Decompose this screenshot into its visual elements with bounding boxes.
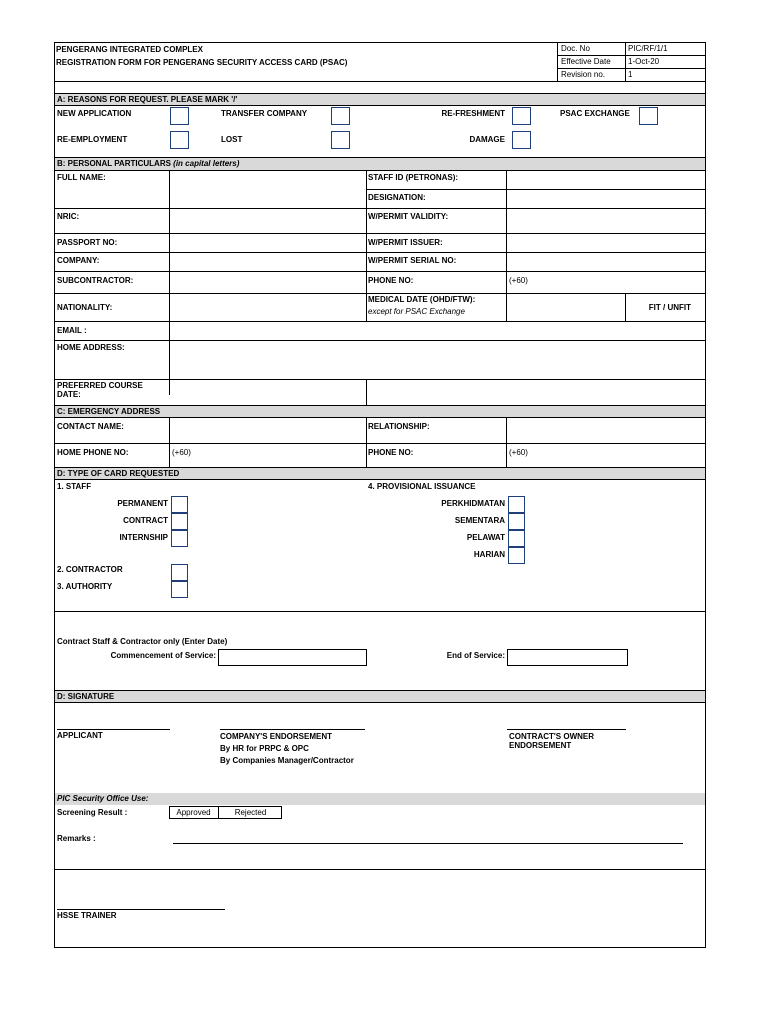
passport-label: PASSPORT NO:: [57, 238, 118, 247]
contract-checkbox[interactable]: [171, 513, 188, 530]
new-application-label: NEW APPLICATION: [57, 109, 132, 118]
damage-checkbox[interactable]: [512, 131, 531, 149]
applicant-signature-field[interactable]: [57, 708, 170, 729]
hsse-trainer-signature-field[interactable]: [57, 883, 225, 909]
company-endorsement-signature-field[interactable]: [220, 708, 365, 729]
passport-field[interactable]: [170, 234, 366, 252]
relationship-field[interactable]: [507, 418, 705, 443]
subcontractor-field[interactable]: [170, 272, 366, 293]
contract-label: CONTRACT: [123, 516, 168, 525]
preferred-course-label: PREFERRED COURSE DATE:: [57, 381, 143, 400]
contract-note: Contract Staff & Contractor only (Enter Date): [57, 637, 228, 646]
contact-name-field[interactable]: [170, 418, 366, 443]
internship-label: INTERNSHIP: [119, 533, 168, 542]
authority-label: 3. AUTHORITY: [57, 582, 113, 591]
by-hr-label: By HR for PRPC & OPC: [220, 744, 309, 753]
transfer-company-checkbox[interactable]: [331, 107, 350, 125]
registration-form: [54, 42, 706, 948]
company-field[interactable]: [170, 253, 366, 271]
effective-date-value: 1-Oct-20: [628, 57, 660, 66]
org-name: PENGERANG INTEGRATED COMPLEX: [56, 45, 203, 54]
medical-date-field[interactable]: [507, 294, 625, 321]
re-employment-checkbox[interactable]: [170, 131, 189, 149]
permit-issuer-field[interactable]: [507, 234, 705, 252]
section-a-title: A: REASONS FOR REQUEST. PLEASE MARK '/': [57, 95, 238, 104]
approved-option[interactable]: Approved: [176, 808, 211, 817]
permit-serial-field[interactable]: [507, 253, 705, 271]
internship-checkbox[interactable]: [171, 530, 188, 547]
office-use-title: PIC Security Office Use:: [57, 794, 149, 803]
applicant-label: APPLICANT: [57, 731, 103, 740]
phone-prefix: (+60): [509, 276, 528, 285]
home-address-label: HOME ADDRESS:: [57, 343, 125, 352]
pelawat-checkbox[interactable]: [508, 530, 525, 547]
emergency-phone-field[interactable]: [533, 444, 705, 467]
email-label: EMAIL :: [57, 326, 87, 335]
by-companies-label: By Companies Manager/Contractor: [220, 756, 354, 765]
harian-checkbox[interactable]: [508, 547, 525, 564]
company-label: COMPANY:: [57, 256, 100, 265]
commencement-label: Commencement of Service:: [110, 651, 216, 660]
effective-date-label: Effective Date: [561, 57, 611, 66]
staff-id-field[interactable]: [507, 171, 705, 189]
authority-checkbox[interactable]: [171, 581, 188, 598]
staff-id-label: STAFF ID (PETRONAS):: [368, 173, 459, 182]
medical-date-note: except for PSAC Exchange: [368, 307, 465, 316]
nric-field[interactable]: [170, 209, 366, 233]
emergency-phone-prefix: (+60): [509, 448, 528, 457]
perkhidmatan-checkbox[interactable]: [508, 496, 525, 513]
damage-label: DAMAGE: [469, 135, 505, 144]
end-of-service-date-field[interactable]: [507, 649, 628, 666]
relationship-label: RELATIONSHIP:: [368, 422, 430, 431]
nationality-label: NATIONALITY:: [57, 303, 113, 312]
company-endorsement-label: COMPANY'S ENDORSEMENT: [220, 732, 332, 741]
remarks-field[interactable]: [173, 829, 683, 843]
home-phone-label: HOME PHONE NO:: [57, 448, 129, 457]
pelawat-label: PELAWAT: [466, 533, 505, 542]
medical-date-label: MEDICAL DATE (OHD/FTW):: [368, 295, 476, 304]
permanent-checkbox[interactable]: [171, 496, 188, 513]
harian-label: HARIAN: [473, 550, 505, 559]
remarks-label: Remarks :: [57, 834, 96, 843]
staff-label: 1. STAFF: [57, 482, 92, 491]
full-name-label: FULL NAME:: [57, 173, 106, 182]
section-d-title: D: TYPE OF CARD REQUESTED: [57, 469, 180, 478]
end-of-service-label: End of Service:: [446, 651, 505, 660]
permit-issuer-label: W/PERMIT ISSUER:: [368, 238, 443, 247]
section-c-title: C: EMERGENCY ADDRESS: [57, 407, 161, 416]
permit-validity-label: W/PERMIT VALIDITY:: [368, 212, 449, 221]
hsse-trainer-label: HSSE TRAINER: [57, 911, 117, 920]
home-phone-field[interactable]: [196, 444, 366, 467]
new-application-checkbox[interactable]: [170, 107, 189, 125]
contact-name-label: CONTACT NAME:: [57, 422, 124, 431]
commencement-date-field[interactable]: [218, 649, 367, 666]
permit-validity-field[interactable]: [507, 209, 705, 233]
permit-serial-label: W/PERMIT SERIAL NO:: [368, 256, 457, 265]
nationality-field[interactable]: [170, 294, 366, 321]
phone-label: PHONE NO:: [368, 276, 414, 285]
sementara-label: SEMENTARA: [454, 516, 505, 525]
screening-result-label: Screening Result :: [57, 808, 128, 817]
permanent-label: PERMANENT: [117, 499, 168, 508]
sementara-checkbox[interactable]: [508, 513, 525, 530]
subcontractor-label: SUBCONTRACTOR:: [57, 276, 134, 285]
owner-endorsement-label: CONTRACT'S OWNER ENDORSEMENT: [509, 732, 595, 751]
doc-no-label: Doc. No: [561, 44, 590, 53]
refreshment-checkbox[interactable]: [512, 107, 531, 125]
email-field[interactable]: [170, 322, 705, 340]
full-name-field[interactable]: [170, 171, 366, 208]
lost-checkbox[interactable]: [331, 131, 350, 149]
nric-label: NRIC:: [57, 212, 80, 221]
signature-title: D: SIGNATURE: [57, 692, 115, 701]
rejected-option[interactable]: Rejected: [234, 808, 267, 817]
refreshment-label: RE-FRESHMENT: [441, 109, 505, 118]
preferred-course-field[interactable]: [170, 380, 366, 405]
contractor-checkbox[interactable]: [171, 564, 188, 581]
perkhidmatan-label: PERKHIDMATAN: [441, 499, 505, 508]
home-phone-prefix: (+60): [172, 448, 191, 457]
doc-no-value: PIC/RF/1/1: [628, 44, 668, 53]
form-title: REGISTRATION FORM FOR PENGERANG SECURITY ACCESS CARD (PSAC): [56, 58, 348, 67]
re-employment-label: RE-EMPLOYMENT: [57, 135, 128, 144]
section-b-title: B: PERSONAL PARTICULARS (in capital letters): [57, 159, 240, 168]
provisional-label: 4. PROVISIONAL ISSUANCE: [368, 482, 476, 491]
home-address-field[interactable]: [170, 341, 705, 379]
phone-field[interactable]: [533, 272, 705, 293]
owner-endorsement-signature-field[interactable]: [507, 708, 626, 729]
fit-unfit-label[interactable]: FIT / UNFIT: [648, 303, 691, 312]
lost-label: LOST: [221, 135, 243, 144]
emergency-phone-label: PHONE NO:: [368, 448, 414, 457]
designation-label: DESIGNATION:: [368, 193, 426, 202]
psac-exchange-checkbox[interactable]: [639, 107, 658, 125]
psac-exchange-label: PSAC EXCHANGE: [560, 109, 630, 118]
contractor-label: 2. CONTRACTOR: [57, 565, 123, 574]
revision-value: 1: [628, 70, 633, 79]
designation-field[interactable]: [507, 190, 705, 208]
transfer-company-label: TRANSFER COMPANY: [221, 109, 308, 118]
revision-label: Revision no.: [561, 70, 606, 79]
